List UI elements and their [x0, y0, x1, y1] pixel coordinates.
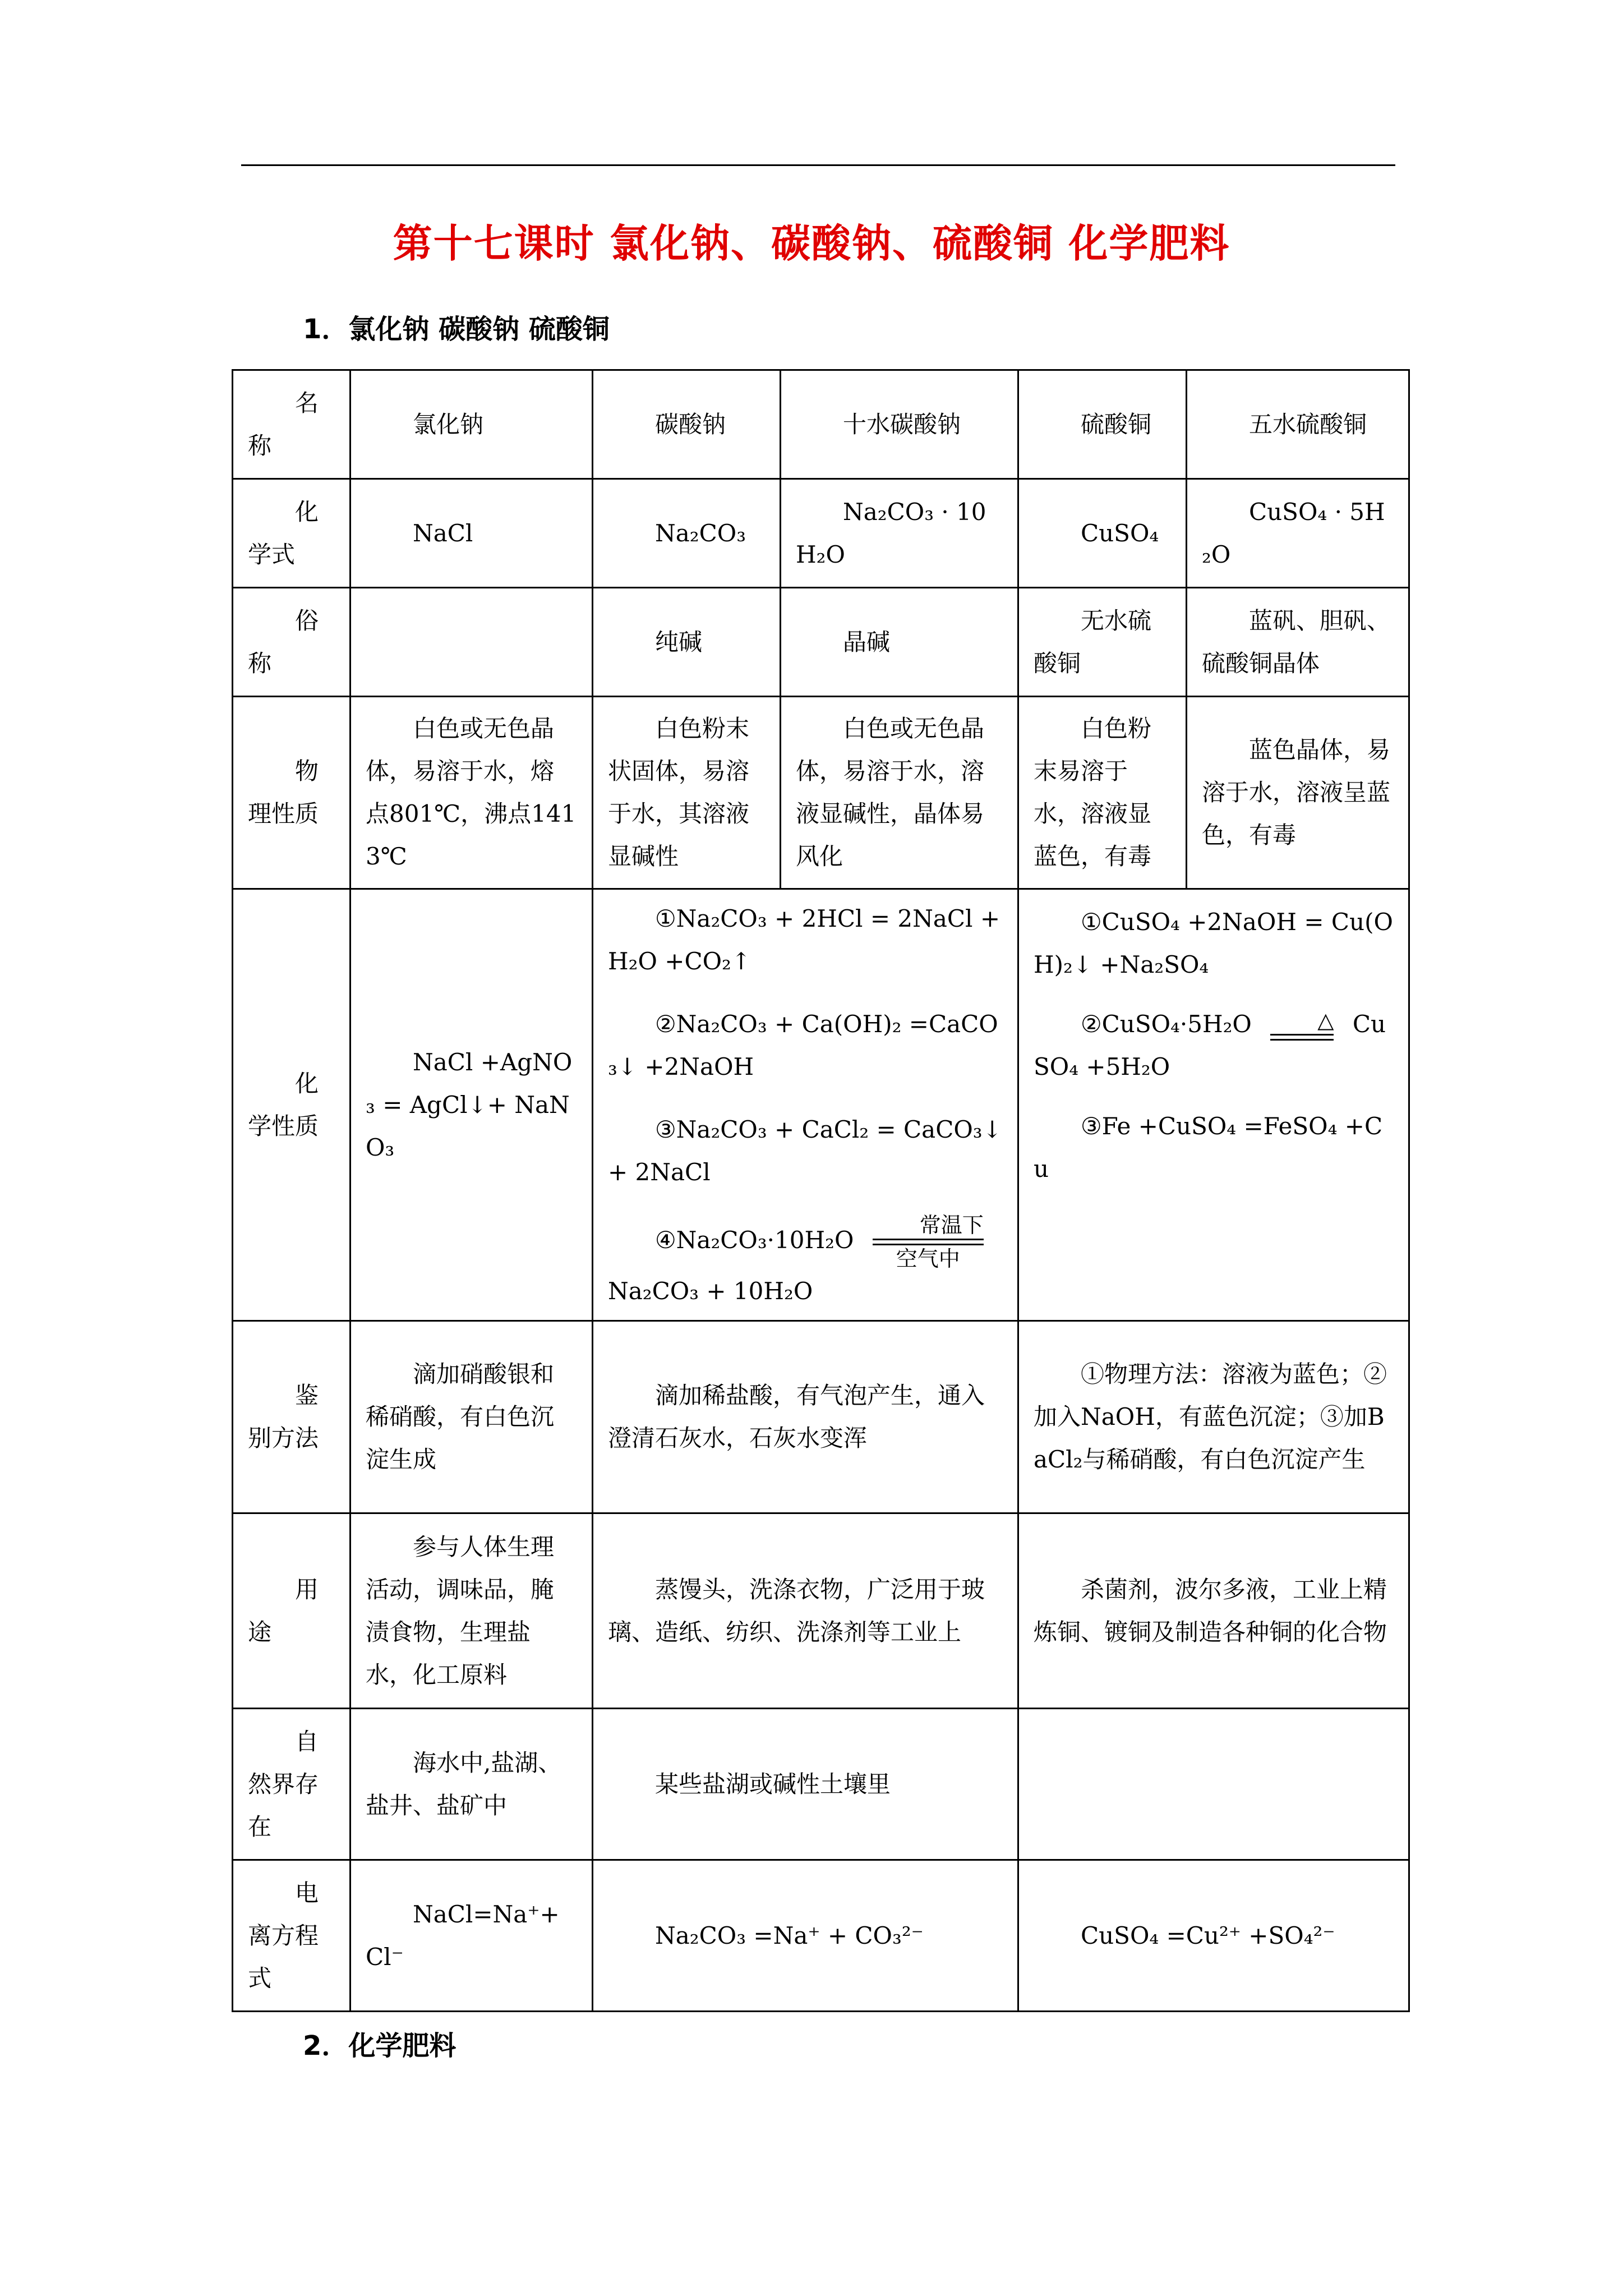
heat-equals-bar — [1270, 1034, 1334, 1041]
ionization-na2co3: Na₂CO₃ =Na⁺ + CO₃²⁻ — [593, 1860, 1018, 2012]
section-heading-2: 2．化学肥料 — [303, 2030, 457, 2062]
chemical-na2co3-eq4 — [608, 1214, 1003, 1313]
col-header-nacl: 氯化钠 — [351, 370, 593, 479]
equals-bar — [873, 1239, 984, 1245]
chemical-na2co3-eq3: ③Na₂CO₃ + CaCl₂ = CaCO₃↓ + 2NaCl — [608, 1115, 1002, 1186]
chemical-nacl: NaCl +AgNO₃ = AgCl↓+ NaNO₃ — [351, 889, 593, 1321]
uses-na2co3: 蒸馒头，洗涤衣物，广泛用于玻璃、造纸、纺织、洗涤剂等工业上 — [593, 1513, 1018, 1709]
chemical-na2co3-eq4-right: Na₂CO₃ + 10H₂O — [608, 1277, 813, 1305]
row-chemical — [233, 889, 1409, 1321]
header-rule — [241, 164, 1395, 166]
row-name — [233, 370, 1409, 479]
section-heading-1: 1．氯化钠 碳酸钠 硫酸铜 — [303, 314, 610, 345]
chemical-na2co3 — [593, 889, 1018, 1321]
chemical-cuso4-eq3: ③Fe +CuSO₄ =FeSO₄ +Cu — [1034, 1112, 1383, 1182]
formula-cuso4: CuSO₄ — [1018, 479, 1187, 588]
uses-cuso4: 杀菌剂，波尔多液，工业上精炼铜、镀铜及制造各种铜的化合物 — [1018, 1513, 1409, 1709]
row-common-name — [233, 588, 1409, 697]
condition-top: 常温下 — [919, 1212, 984, 1237]
ionization-nacl: NaCl=Na⁺+Cl⁻ — [351, 1860, 593, 2012]
identify-cuso4: ①物理方法：溶液为蓝色；②加入NaOH，有蓝色沉淀；③加BaCl₂与稀硝酸，有白色沉淀产生 — [1018, 1321, 1409, 1513]
physical-cuso4: 白色粉末易溶于水，溶液显蓝色，有毒 — [1018, 697, 1187, 889]
row-formula — [233, 479, 1409, 588]
row-label-name: 名 称 — [233, 370, 351, 479]
heat-symbol: △ — [1317, 1008, 1334, 1033]
col-header-cuso4: 硫酸铜 — [1018, 370, 1187, 479]
chemical-na2co3-eq1: ①Na₂CO₃ + 2HCl = 2NaCl +H₂O +CO₂↑ — [608, 904, 1000, 975]
physical-na2co3: 白色粉末状固体，易溶于水，其溶液显碱性 — [593, 697, 781, 889]
row-label-identify: 鉴 别方法 — [233, 1321, 351, 1513]
common-name-nacl — [351, 588, 593, 697]
chemical-na2co3-eq4-left: ④Na₂CO₃·10H₂O — [655, 1226, 854, 1254]
common-name-cuso4: 无水硫酸铜 — [1018, 588, 1187, 697]
nature-cuso4 — [1018, 1709, 1409, 1860]
row-label-formula: 化 学式 — [233, 479, 351, 588]
row-nature — [233, 1709, 1409, 1860]
uses-nacl: 参与人体生理活动，调味品，腌渍食物，生理盐水，化工原料 — [351, 1513, 593, 1709]
col-header-na2co3-10h2o: 十水碳酸钠 — [781, 370, 1018, 479]
row-identify — [233, 1321, 1409, 1513]
chemical-cuso4-eq2-left: ②CuSO₄·5H₂O — [1081, 1010, 1252, 1038]
row-label-nature: 自 然界存在 — [233, 1709, 351, 1860]
condition-arrow — [873, 1214, 984, 1270]
row-label-uses: 用 途 — [233, 1513, 351, 1709]
common-name-cuso4-5h2o: 蓝矾、胆矾、硫酸铜晶体 — [1187, 588, 1409, 697]
formula-na2co3: Na₂CO₃ — [593, 479, 781, 588]
formula-na2co3-10h2o: Na₂CO₃ · 10H₂O — [781, 479, 1018, 588]
properties-table — [232, 369, 1410, 2012]
formula-nacl: NaCl — [351, 479, 593, 588]
chemical-na2co3-eq2: ②Na₂CO₃ + Ca(OH)₂ =CaCO₃↓ +2NaOH — [608, 1010, 998, 1080]
condition-bottom: 空气中 — [896, 1246, 960, 1271]
row-label-physical: 物 理性质 — [233, 697, 351, 889]
chemical-cuso4-eq2-right: CuSO₄ +5H₂O — [1034, 1010, 1386, 1080]
ionization-cuso4: CuSO₄ =Cu²⁺ +SO₄²⁻ — [1018, 1860, 1409, 2012]
identify-na2co3: 滴加稀盐酸，有气泡产生，通入澄清石灰水，石灰水变浑 — [593, 1321, 1018, 1513]
physical-cuso4-5h2o: 蓝色晶体，易溶于水，溶液呈蓝色，有毒 — [1187, 697, 1409, 889]
chemical-cuso4-eq1: ①CuSO₄ +2NaOH = Cu(OH)₂↓ +Na₂SO₄ — [1034, 908, 1393, 978]
col-header-cuso4-5h2o: 五水硫酸铜 — [1187, 370, 1409, 479]
identify-nacl: 滴加硝酸银和稀硝酸，有白色沉淀生成 — [351, 1321, 593, 1513]
physical-na2co3-10h2o: 白色或无色晶体，易溶于水，溶液显碱性，晶体易风化 — [781, 697, 1018, 889]
physical-nacl: 白色或无色晶体，易溶于水，熔点801℃，沸点1413℃ — [351, 697, 593, 889]
row-ionization — [233, 1860, 1409, 2012]
nature-na2co3: 某些盐湖或碱性土壤里 — [593, 1709, 1018, 1860]
nature-nacl: 海水中,盐湖、盐井、盐矿中 — [351, 1709, 593, 1860]
page-title: 第十七课时 氯化钠、碳酸钠、硫酸铜 化学肥料 — [393, 220, 1230, 266]
col-header-na2co3: 碳酸钠 — [593, 370, 781, 479]
chemical-cuso4-eq2 — [1034, 1003, 1394, 1088]
common-name-na2co3-10h2o: 晶碱 — [781, 588, 1018, 697]
row-uses — [233, 1513, 1409, 1709]
chemical-cuso4 — [1018, 889, 1409, 1321]
row-label-chemical: 化 学性质 — [233, 889, 351, 1321]
heat-arrow — [1270, 1009, 1334, 1043]
row-label-ionization: 电 离方程式 — [233, 1860, 351, 2012]
row-physical — [233, 697, 1409, 889]
row-label-common-name: 俗 称 — [233, 588, 351, 697]
formula-cuso4-5h2o: CuSO₄ · 5H₂O — [1187, 479, 1409, 588]
common-name-na2co3: 纯碱 — [593, 588, 781, 697]
